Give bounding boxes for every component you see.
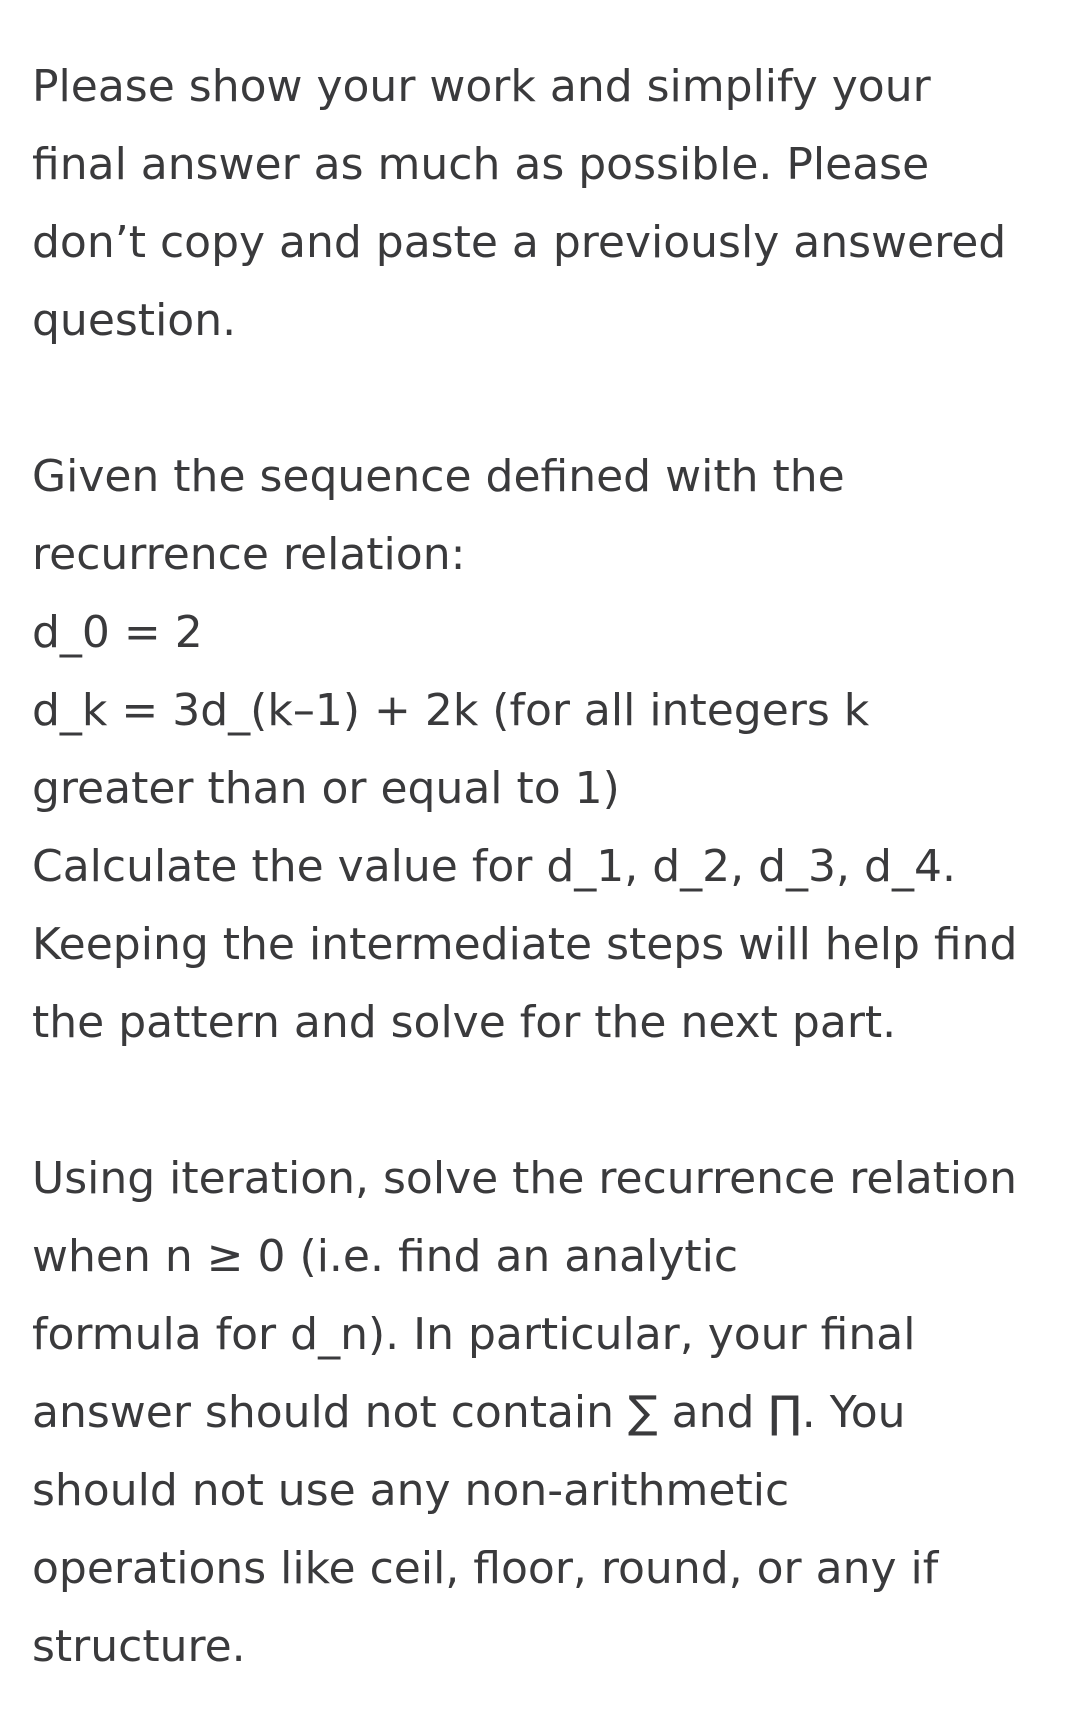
text-line: Please show your work and simplify your [32,61,931,112]
initial-condition: d_0 = 2 [32,607,203,658]
recurrence-formula: d_k = 3d_(k–1) + 2k (for all integers k [32,685,870,736]
text-line: greater than or equal to 1) [32,763,620,814]
text-line: operations like ceil, floor, round, or any if [32,1543,939,1594]
text-line: answer should not contain ∑ and ∏. You [32,1387,906,1438]
text-line: when n ≥ 0 (i.e. find an analytic [32,1231,739,1282]
instructions-paragraph [32,48,1037,360]
text-line: don’t copy and paste a previously answered [32,217,1007,268]
text-line: recurrence relation: [32,529,466,580]
text-line: Keeping the intermediate steps will help find [32,919,1018,970]
text-line: should not use any non-arithmetic [32,1465,790,1516]
text-line: formula for d_n). In particular, your final [32,1309,916,1360]
paragraph-gap [32,360,1037,438]
recurrence-paragraph [32,438,1037,1062]
text-line: Calculate the value for d_1, d_2, d_3, d_4. [32,841,956,892]
text-line: question. [32,295,237,346]
text-line: final answer as much as possible. Please [32,139,930,190]
text-line: structure. [32,1621,246,1672]
text-line: Using iteration, solve the recurrence relation [32,1153,1017,1204]
iteration-paragraph [32,1140,1037,1686]
text-line: the pattern and solve for the next part. [32,997,897,1048]
paragraph-gap [32,1062,1037,1140]
text-line: Given the sequence defined with the [32,451,845,502]
